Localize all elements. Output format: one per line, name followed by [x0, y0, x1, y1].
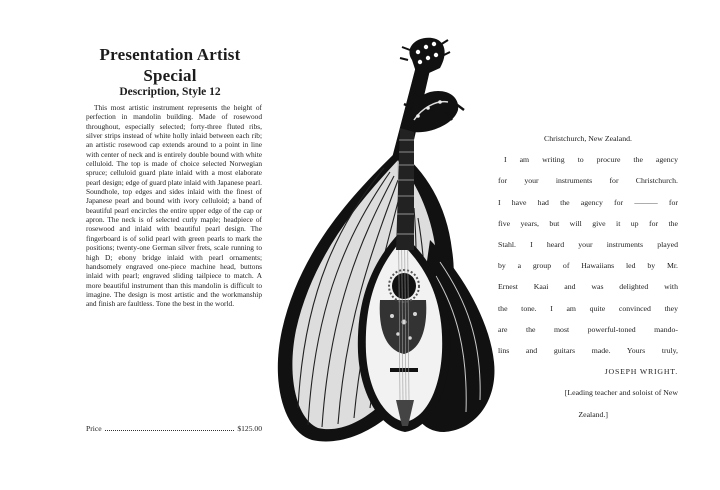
letter-line: by a group of Hawaiians led by Mr. — [498, 261, 678, 271]
letter-line: for your instruments for Christchurch. — [498, 176, 678, 186]
letter-note: [Leading teacher and soloist of New — [564, 388, 678, 398]
instrument-description: This most artistic instrument represents the height of perfection in mandolin building. Made of rosewood throughout, especially selected; forty-three fluted ribs, silver strips instead of white holly inlaid between each rib; an artistic rosewood cap extends around to a point in line with center of neck and is entirely double bound with white celluloid. The top is made of choice selected Norwegian spruce; celluloid guard plate inlaid with a most elaborate pearl design; edge of guard plate inlaid with Japanese pearl. Soundhole, top edges and sides inlaid with the finest of Japanese pearl and bound with ivory celluloid; a band of beautiful pearl encircles the entire upper edge of the cap or apron. The neck is of selected curly maple; headpiece of rosewood and inlaid with beautiful pearl design. The fingerboard is of solid pearl with green pearls to mark the positions; twenty-one German silver frets, scale running to high D; ebony bridge inlaid with pearl ornaments; handsomely engraved one-piece machine head, buttons inlaid with pearl; engraved sliding tailpiece to match. A more beautiful instrument than this mandolin is difficult to imagine. The design is most artistic and the workmanship and finish are faultless. Tone the best in the world. — [86, 103, 262, 309]
page-title — [80, 44, 260, 86]
letter-line: the tone. I am quite convinced they — [498, 303, 678, 313]
price-value: $125.00 — [237, 424, 262, 433]
letter-line: Stahl. I heard your instruments played — [498, 240, 678, 250]
letter-signature: JOSEPH WRIGHT. — [604, 367, 678, 377]
letter-line: I have had the agency for ——— for — [498, 197, 678, 207]
testimonial-letter — [498, 128, 678, 425]
price-leader-dots — [105, 424, 235, 431]
price-label: Price — [86, 424, 102, 433]
title-line-2: Special — [143, 66, 197, 85]
letter-line: Ernest Kaai and was delighted with — [498, 282, 678, 292]
mandolin-illustration — [268, 34, 504, 450]
letter-line: lins and guitars made. Yours truly, — [498, 346, 678, 356]
letter-line: are the most powerful-toned mando- — [498, 324, 678, 334]
description-heading: Description, Style 12 — [119, 86, 221, 98]
letter-line: I am writing to procure the agency — [504, 155, 678, 165]
letter-note: Zealand.] — [578, 409, 608, 419]
price-line — [86, 424, 262, 433]
letter-place: Christchurch, New Zealand. — [544, 134, 632, 143]
title-line-1: Presentation Artist — [99, 45, 241, 64]
letter-line: five years, but will give it up for the — [498, 218, 678, 228]
